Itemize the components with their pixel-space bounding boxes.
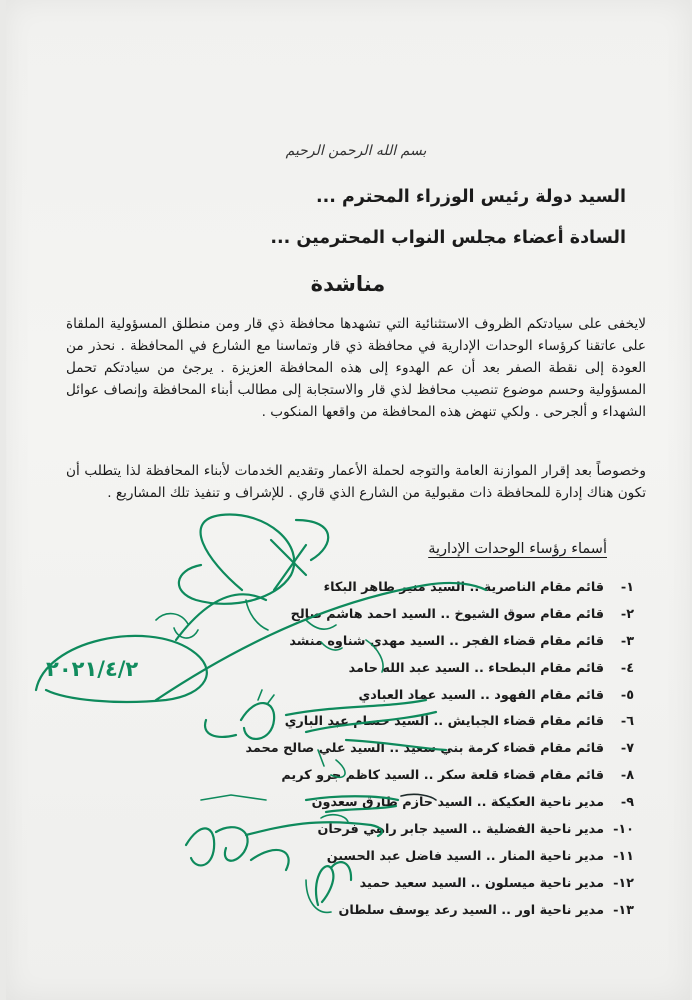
list-item <box>74 655 634 682</box>
document-title: مناشدة <box>310 272 386 296</box>
list-item <box>74 708 634 735</box>
list-item <box>74 682 634 709</box>
list-item-text: مدير ناحية الفضلية .. السيد جابر راهي فرحان <box>317 821 604 837</box>
list-item <box>74 870 634 897</box>
list-item-number: ٦- <box>620 714 634 730</box>
officials-list <box>74 574 634 924</box>
list-item-number: ١٠- <box>613 821 634 837</box>
list-item-number: ٤- <box>620 660 634 676</box>
appeal-paragraph-1: لايخفى على سيادتكم الظروف الاستثنائية التي تشهدها محافظة ذي قار ومن منطلق المسؤولية الملقاة على عاتقنا كرؤساء الوحدات الإدارية في محافظة ذي قار وتماسنا مع الشارع في المحافظة . نحذر من العودة إلى نقطة الصفر بعد أن عم الهدوء إلى هذه المحافظة العزيزة . يرجئ من سيادتكم تحمل المسؤولية وحسم موضوع تنصيب محافظ لذي قار والاستجابة إلى مطالب أبناء المحافظة وإنصاف عوائل الشهداء و ألجرحى . ولكي تنهض هذه المحافظة من واقعها المنكوب . <box>66 316 646 420</box>
list-item <box>74 574 634 601</box>
list-item-number: ٢- <box>620 606 634 622</box>
list-item-text: قائم مقام البطحاء .. السيد عبد الله حامد <box>348 660 604 676</box>
list-item-number: ٧- <box>620 741 634 757</box>
appeal-paragraph-2: وخصوصاً بعد إقرار الموازنة العامة والتوجه لحملة الأعمار وتقديم الخدمات لأبناء المحافظة لذا يتطلب أن تكون هناك إدارة للمحافظة ذات مقبولية من الشارع الذي قاري . للإشراف و تنفيذ تلك المشاريع . <box>66 463 646 501</box>
list-item-number: ١٣- <box>613 902 634 918</box>
list-item-text: قائم مقام قضاء الفجر .. السيد مهدي شناوه منشد <box>289 633 604 649</box>
list-item-text: قائم مقام قضاء الجبايش .. السيد حسام عبد الباري <box>284 714 604 730</box>
list-item-number: ١- <box>620 579 634 595</box>
officials-list-heading: أسماء رؤساء الوحدات الإدارية <box>428 541 607 557</box>
list-item-text: قائم مقام قضاء كرمة بني سعيد .. السيد علي صالح محمد <box>245 741 604 757</box>
list-item-text: مدير ناحية اور .. السيد رعد يوسف سلطان <box>338 902 604 918</box>
list-item <box>74 816 634 843</box>
list-item <box>74 762 634 789</box>
basmala-heading: بسم الله الرحمن الرحيم <box>285 143 427 159</box>
list-item-number: ٩- <box>620 795 634 811</box>
list-item-text: قائم مقام قضاء قلعة سكر .. السيد كاظم جرو كريم <box>281 768 604 784</box>
list-item <box>74 601 634 628</box>
list-item-text: مدير ناحية العكيكة .. السيد حازم طارق سعدون <box>311 795 604 811</box>
list-item <box>74 843 634 870</box>
list-item-text: مدير ناحية ميسلون .. السيد سعيد حميد <box>359 875 604 891</box>
list-item-number: ١٢- <box>613 875 634 891</box>
list-item-text: قائم مقام الناصرية .. السيد منير طاهر البكاء <box>323 579 604 595</box>
list-item <box>74 897 634 924</box>
document-page <box>6 0 690 1000</box>
list-item-number: ٨- <box>620 768 634 784</box>
list-item <box>74 628 634 655</box>
addressee-parliament: السادة أعضاء مجلس النواب المحترمين ... <box>270 228 626 248</box>
list-item-text: مدير ناحية المنار .. السيد فاضل عبد الحسين <box>326 848 604 864</box>
addressee-prime-minister: السيد دولة رئيس الوزراء المحترم ... <box>315 187 626 207</box>
handwritten-date: ٢٠٢١/٤/٢ <box>46 657 139 681</box>
list-item-number: ٥- <box>620 687 634 703</box>
list-item <box>74 735 634 762</box>
list-item-number: ١١- <box>613 848 634 864</box>
list-item <box>74 789 634 816</box>
list-item-text: قائم مقام الفهود .. السيد عماد العبادي <box>358 687 604 703</box>
list-item-number: ٣- <box>620 633 634 649</box>
list-item-text: قائم مقام سوق الشيوخ .. السيد احمد هاشم صالح <box>290 606 604 622</box>
